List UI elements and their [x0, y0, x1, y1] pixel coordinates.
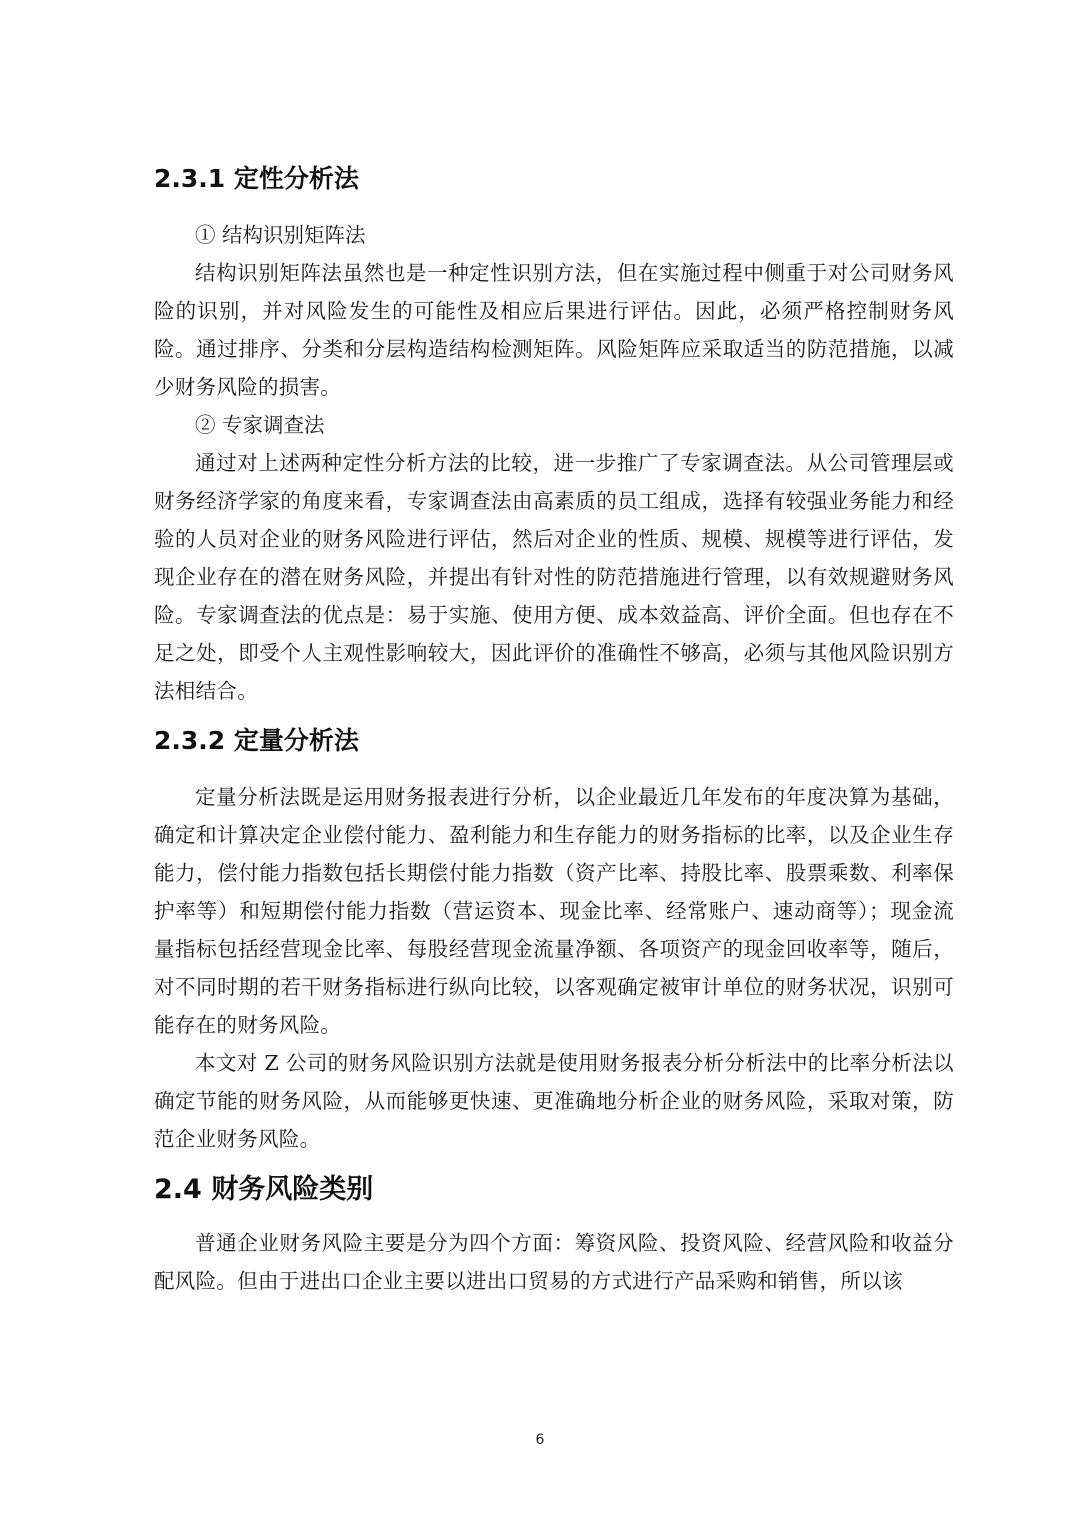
- page-number: 6: [535, 1432, 545, 1448]
- page-content: [154, 158, 954, 1300]
- section-heading-2-4: 2.4 财务风险类别: [154, 1174, 374, 1205]
- paragraph-ratio-analysis: 本文对 Z 公司的财务风险识别方法就是使用财务报表分析分析法中的比率分析法以确定节能的财务风险，从而能够更快速、更准确地分析企业的财务风险，采取对策，防范企业财务风险。: [154, 1051, 954, 1151]
- section-heading-2-3-2: 2.3.2 定量分析法: [154, 726, 359, 755]
- paragraph-risk-categories: 普通企业财务风险主要是分为四个方面：筹资风险、投资风险、经营风险和收益分配风险。但由于进出口企业主要以进出口贸易的方式进行产品采购和销售，所以该: [154, 1231, 954, 1293]
- paragraph-quantitative-analysis: 定量分析法既是运用财务报表进行分析，以企业最近几年发布的年度决算为基础，确定和计算决定企业偿付能力、盈利能力和生存能力的财务指标的比率，以及企业生存能力，偿付能力指数包括长期偿付能力指数（资产比率、持股比率、股票乘数、利率保护率等）和短期偿付能力指数（营运资本、现金比率、经常账户、速动商等）；现金流量指标包括经营现金比率、每股经营现金流量净额、各项资产的现金回收率等，随后，对不同时期的若干财务指标进行纵向比较，以客观确定被审计单位的财务状况，识别可能存在的财务风险。: [154, 785, 954, 1037]
- section-heading-2-3-1: 2.3.1 定性分析法: [154, 164, 359, 193]
- list-item-expert-survey: ② 专家调查法: [195, 413, 325, 437]
- paragraph-structure-matrix: 结构识别矩阵法虽然也是一种定性识别方法，但在实施过程中侧重于对公司财务风险的识别，并对风险发生的可能性及相应后果进行评估。因此，必须严格控制财务风险。通过排序、分类和分层构造结构检测矩阵。风险矩阵应采取适当的防范措施，以减少财务风险的损害。: [154, 261, 954, 399]
- paragraph-expert-survey: 通过对上述两种定性分析方法的比较，进一步推广了专家调查法。从公司管理层或财务经济学家的角度来看，专家调查法由高素质的员工组成，选择有较强业务能力和经验的人员对企业的财务风险进行评估，然后对企业的性质、规模、规模等进行评估，发现企业存在的潜在财务风险，并提出有针对性的防范措施进行管理，以有效规避财务风险。专家调查法的优点是：易于实施、使用方便、成本效益高、评价全面。但也存在不足之处，即受个人主观性影响较大，因此评价的准确性不够高，必须与其他风险识别方法相结合。: [154, 451, 954, 703]
- list-item-structure-matrix: ① 结构识别矩阵法: [195, 223, 366, 247]
